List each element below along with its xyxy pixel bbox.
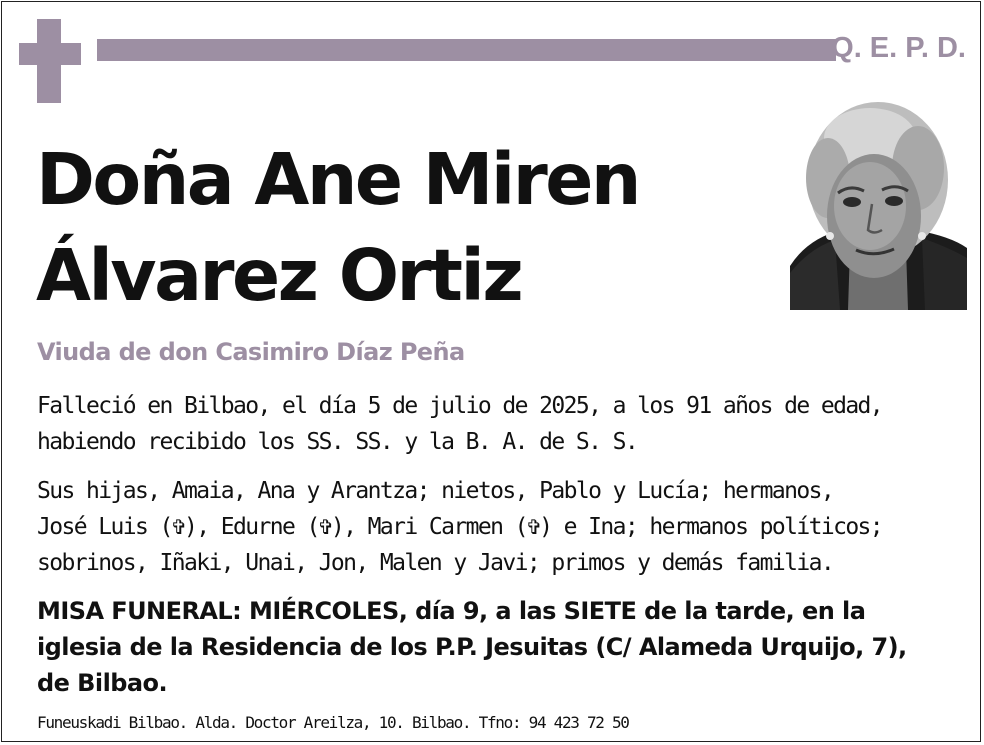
- widow-of-subtitle: Viuda de don Casimiro Díaz Peña: [37, 338, 465, 366]
- funeral-mass-paragraph: [37, 593, 907, 701]
- death-notice-line: habiendo recibido los SS. SS. y la B. A. de S. S.: [37, 429, 638, 455]
- deceased-name-line1: Doña Ane Miren: [36, 138, 639, 221]
- funeral-line: MISA FUNERAL: MIÉRCOLES, día 9, a las SIETE de la tarde, en la: [37, 597, 866, 625]
- header-bar: [97, 39, 836, 61]
- death-notice-line: Falleció en Bilbao, el día 5 de julio de 2025, a los 91 años de edad,: [37, 393, 883, 419]
- deceased-portrait-photo: [790, 98, 967, 310]
- funeral-home-footer: Funeuskadi Bilbao. Alda. Doctor Areilza, 10. Bilbao. Tfno: 94 423 72 50: [37, 713, 629, 732]
- deceased-name: [36, 132, 639, 324]
- family-line: José Luis (✞), Edurne (✞), Mari Carmen (✞) e Ina; hermanos políticos;: [37, 514, 883, 540]
- funeral-line: iglesia de la Residencia de los P.P. Jesuitas (C/ Alameda Urquijo, 7),: [37, 633, 907, 661]
- cross-icon-horizontal: [19, 43, 81, 65]
- family-line: sobrinos, Iñaki, Unai, Jon, Malen y Javi; primos y demás familia.: [37, 550, 834, 576]
- family-line: Sus hijas, Amaia, Ana y Arantza; nietos, Pablo y Lucía; hermanos,: [37, 478, 834, 504]
- qepd-label: Q. E. P. D.: [831, 32, 966, 64]
- death-notice-paragraph: [37, 388, 882, 460]
- family-paragraph: [37, 473, 882, 581]
- deceased-name-line2: Álvarez Ortiz: [36, 234, 522, 317]
- funeral-line: de Bilbao.: [37, 669, 168, 697]
